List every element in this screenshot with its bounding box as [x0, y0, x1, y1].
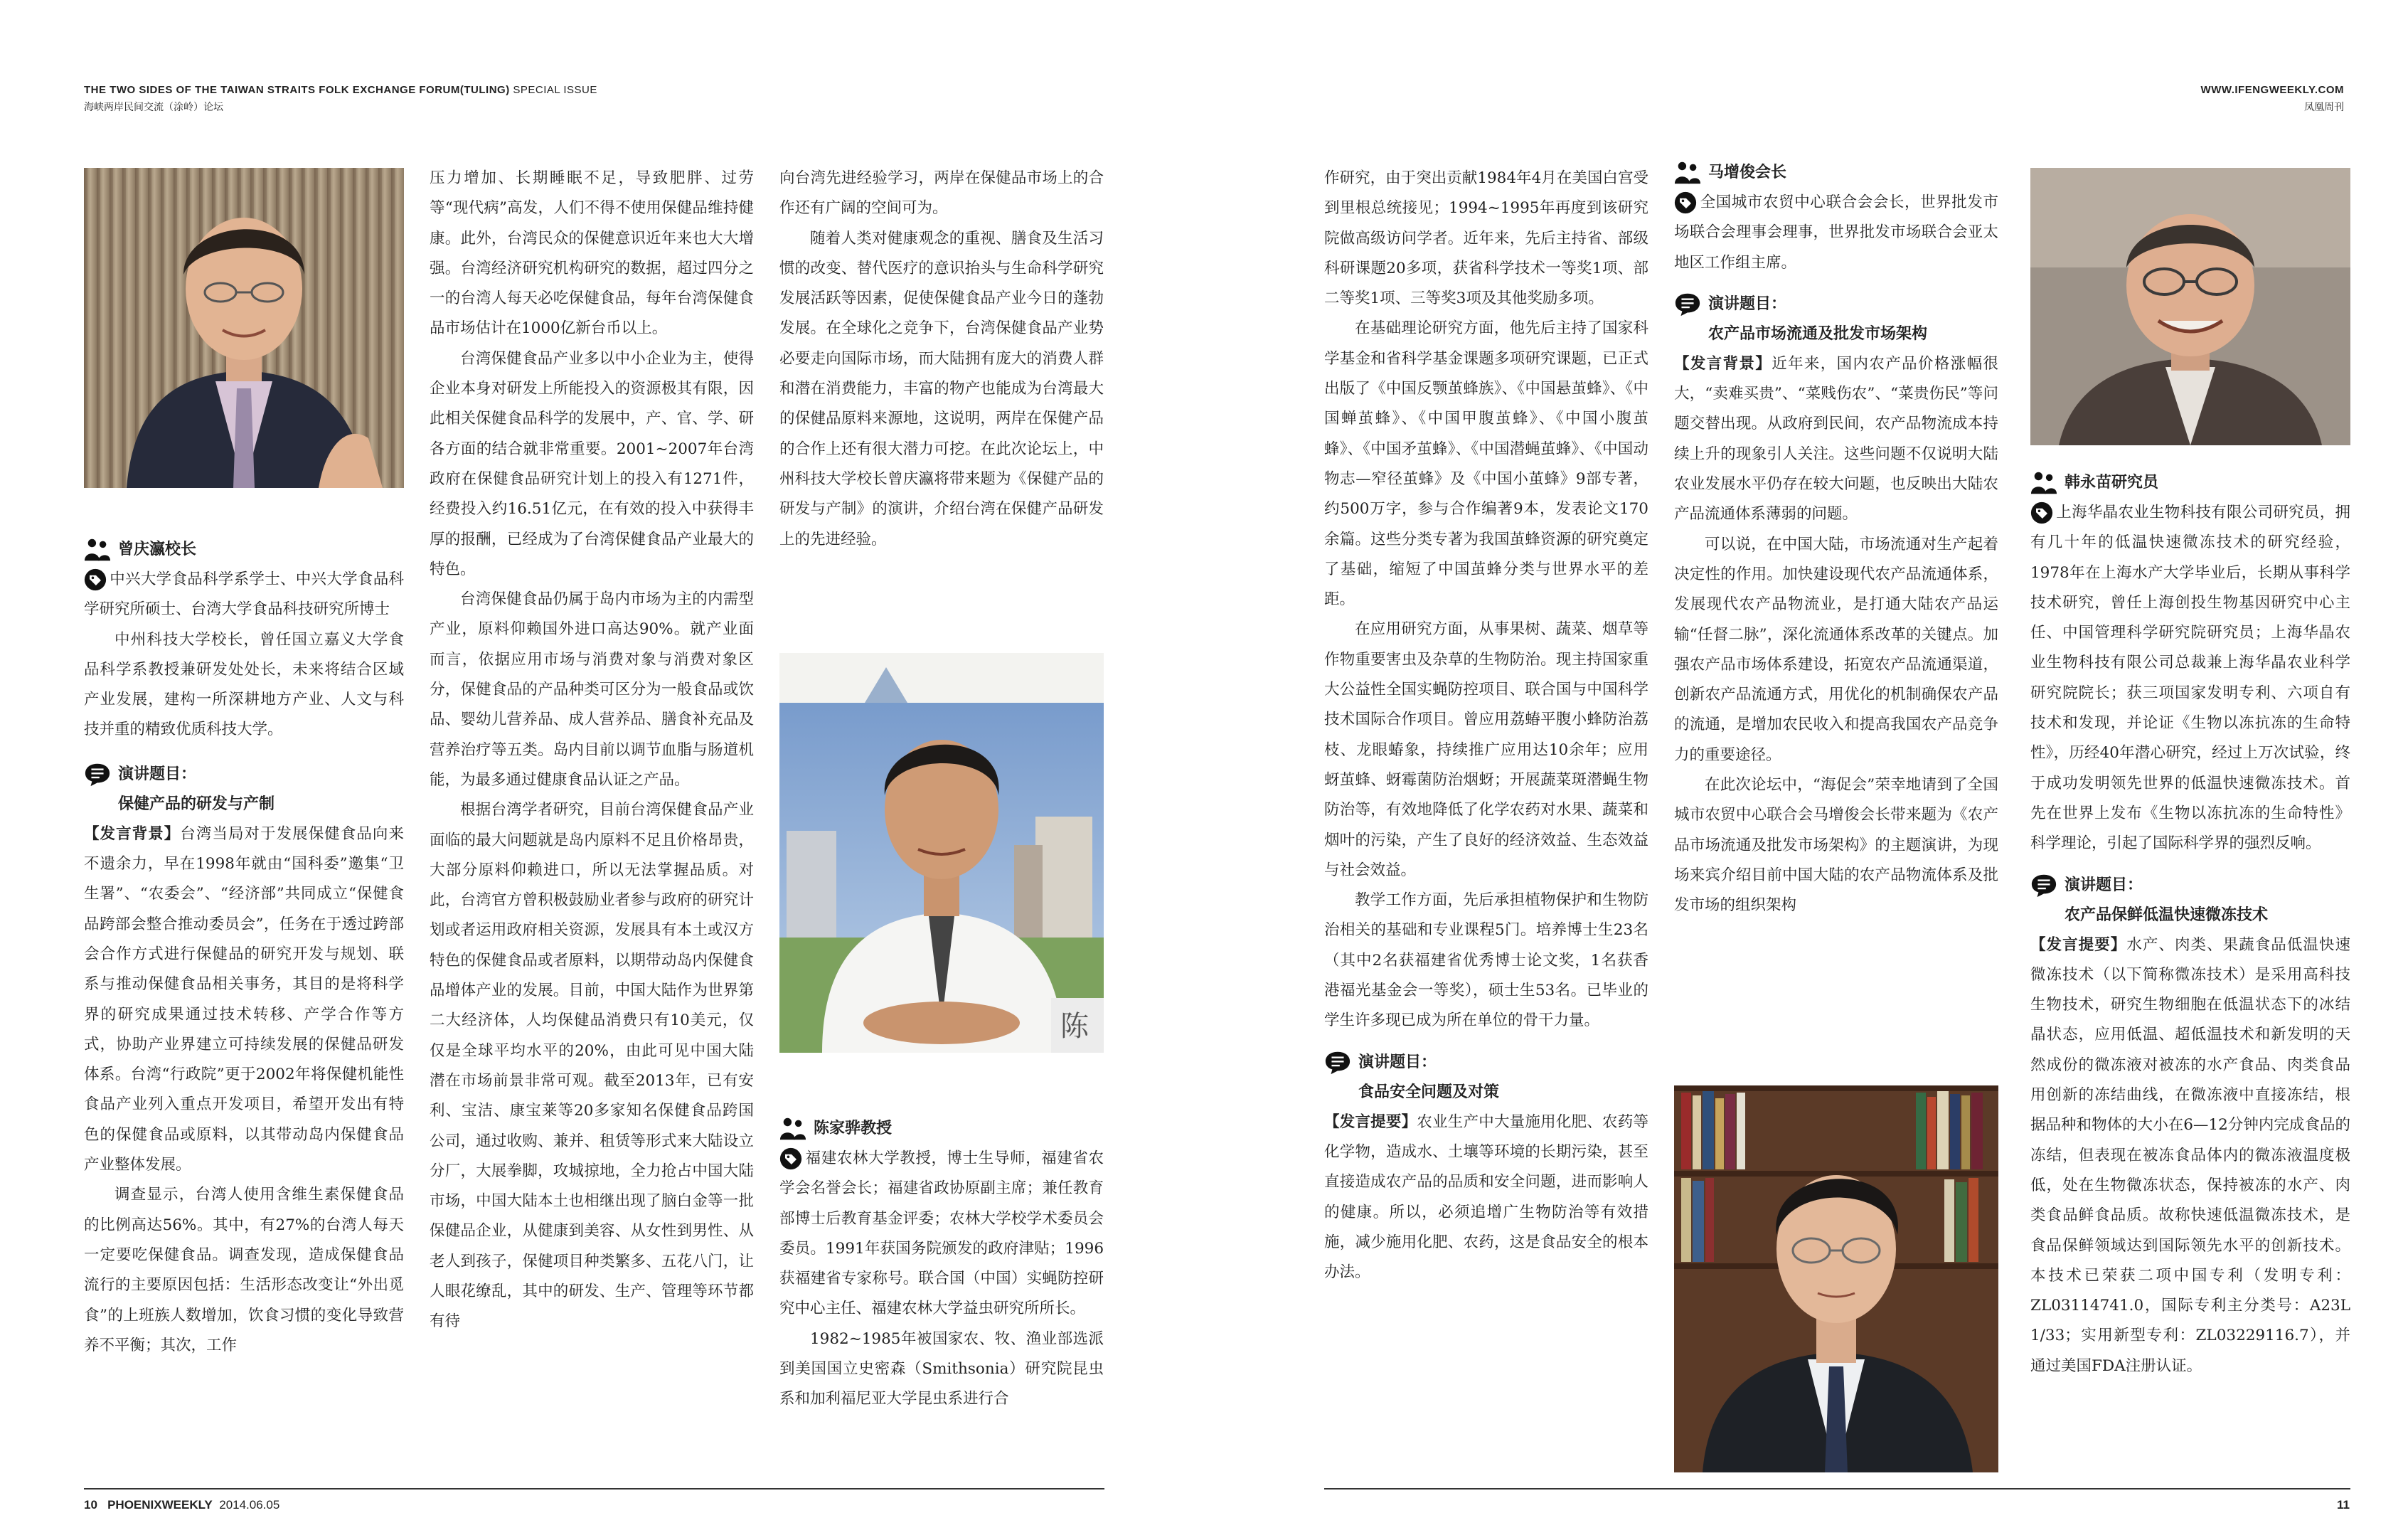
paragraph-chen-5: 教学工作方面，先后承担植物保护和生物防治相关的基础和专业课程5门。培养博士生23名（其中2名获福建省优秀博士论文奖，1名获香港福光基金会一等奖），硕士生53名。已毕业的学生许多现已成为所在单位的骨干力量。 [1324, 891, 1648, 1030]
paragraph-zeng-2: 压力增加、长期睡眠不足，导致肥胖、过劳等“现代病”高发，人们不得不使用保健品维持健康。此外，台湾民众的保健意识近年来也大大增强。台湾经济研究机构研究的数据，超过四分之一的台湾人每天必吃保健食品，每年台湾保健食品市场估计在1000亿新台币以上。 [430, 169, 754, 338]
background-han: 【发言提要】水产、肉类、果蔬食品低温快速微冻技术（以下简称微冻技术）是采用高科技生物技术，研究生物细胞在低温状态下的冰结晶状态，应用低温、超低温技术和新发明的天然成份的微冻液对被冻的水产食品、肉类食品用创新的冻结曲线，在微冻液中直接冻结，根据品种和物体的大小在6—12分钟内完成食品的冻结，但表现在被冻食品体内的微冻液温度极低，处在生物微冻状态，保持被冻的水产、肉类食品鲜食品质。故称快速低温微冻技术，是食品保鲜领域达到国际领先水平的创新技术。本技术已荣获二项中国专利（发明专利：ZL03114741.0，国际专利主分类号：A23L 1/33；实用新型专利：ZL03229116.7），并通过美国FDA注册认证。 [2030, 935, 2350, 1375]
background-ma: 【发言背景】近年来，国内农产品价格涨幅很大，“卖难买贵”、“菜贱伤农”、“菜贵伤民”等问题交替出现。从政府到民间，农产品物流成本持续上升的现象引人关注。这些问题不仅说明大陆农业发展水平仍存在较大问题，也反映出大陆农产品流通体系薄弱的问题。 [1674, 354, 1998, 524]
column-1 [84, 535, 404, 1361]
tag-icon [779, 1147, 802, 1170]
column-3-bottom [779, 1114, 1104, 1415]
speaker-bio-zeng: 中兴大学食品科学系学士、中兴大学食品科学研究所硕士、台湾大学食品科技研究所博士 [84, 565, 404, 625]
paragraph-chen-2: 作研究，由于突出贡献1984年4月在美国白宫受到里根总统接见；1994~1995年再度到该研究院做高级访问学者。近年来，先后主持省、部级科研课题20多项，获省科学技术一等奖1项、部二等奖1项、三等奖3项及其他奖励多项。 [1324, 169, 1648, 308]
page-number-left: 10 [84, 1498, 97, 1512]
talk-title-chen: 食品安全问题及对策 [1358, 1083, 1500, 1101]
speaker-bio-ma: 全国城市农贸中心联合会会长，世界批发市场联合会理事会理事，世界批发市场联合会亚太地区工作组主席。 [1674, 188, 1998, 278]
column-6 [2030, 468, 2350, 1381]
talk-label-chen: 演讲题目： [1324, 1048, 1648, 1078]
portrait-zeng [84, 168, 404, 488]
paragraph-zeng-1: 调查显示，台湾人使用含维生素保健食品的比例高达56%。其中，有27%的台湾人每天一定要吃保健食品。调查发现，造成保健食品流行的主要原因包括：生活形态改变让“外出觅食”的上班族人数增加，饮食习惯的变化导致营养不平衡；其次，工作 [84, 1186, 404, 1354]
portrait-chen [779, 653, 1104, 1053]
header-left-en: THE TWO SIDES OF THE TAIWAN STRAITS FOLK EXCHANGE FORUM(TULING) SPECIAL ISSUE [84, 84, 597, 96]
speaker-name-han: 韩永苗研究员 [2030, 468, 2350, 498]
issue-date: 2014.06.05 [219, 1498, 280, 1512]
speaker-name-zeng: 曾庆瀛校长 [84, 535, 404, 565]
person-icon [2030, 470, 2057, 496]
paragraph-zeng-4: 台湾保健食品仍属于岛内市场为主的内需型产业，原料仰赖国外进口高达90%。就产业面而言，依据应用市场与消费对象与消费对象区分，保健食品的产品种类可区分为一般食品或饮品、婴幼儿营养品、成人营养品、膳食补充品及营养治疗等五类。岛内目前以调节血脂与肠道机能，为最多通过健康食品认证之产品。 [430, 590, 754, 789]
speech-icon [1674, 292, 1701, 317]
paragraph-chen-4: 在应用研究方面，从事果树、蔬菜、烟草等作物重要害虫及杂草的生物防治。现主持国家重大公益性全国实蝇防控项目、联合国与中国科学技术国际合作项目。曾应用荔蝽平腹小蜂防治荔枝、龙眼蝽象，持续推广应用达10余年；应用蚜茧蜂、蚜霉菌防治烟蚜；开展蔬菜斑潜蝇生物防治等，有效地降低了化学农药对水果、蔬菜和烟叶的污染，产生了良好的经济效益、生态效益与社会效益。 [1324, 620, 1648, 879]
magazine-name: PHOENIXWEEKLY [107, 1498, 213, 1512]
portrait-han [2030, 168, 2350, 445]
speaker-bio-chen: 福建农林大学教授，博士生导师，福建省农学会名誉会长；福建省政协原副主席；兼任教育部博士后教育基金评委；农林大学校学术委员会委员。1991年获国务院颁发的政府津贴；1996获福建省专家称号。联合国（中国）实蝇防控研究中心主任、福建农林大学益虫研究所所长。 [779, 1144, 1104, 1324]
column-2 [430, 164, 754, 1337]
header-right-cn: 凤凰周刊 [2304, 102, 2344, 113]
tag-icon [2030, 501, 2053, 524]
talk-label-han: 演讲题目： [2030, 871, 2350, 901]
person-icon [779, 1116, 806, 1142]
person-icon [1674, 160, 1701, 186]
speaker-bio-han: 上海华晶农业生物科技有限公司研究员，拥有几十年的低温快速微冻技术的研究经验，1978年在上海水产大学毕业后，长期从事科学技术研究，曾任上海创投生物基因研究中心主任、中国管理科学研究院研究员；上海华晶农业生物科技有限公司总裁兼上海华晶农业科学研究院院长；获三项国家发明专利、六项自有技术和发现，并论证《生物以冻抗冻的生命特性》，历经40年潜心研究，经过上万次试验，终于成功发明领先世界的低温快速微冻技术。首先在世界上发布《生物以冻抗冻的生命特性》科学理论，引起了国际科学界的强烈反响。 [2030, 498, 2350, 859]
talk-title-han: 农产品保鲜低温快速微冻技术 [2065, 906, 2269, 924]
speech-icon [1324, 1050, 1351, 1076]
column-4 [1324, 164, 1648, 1287]
footer-left [84, 1498, 279, 1512]
column-3-top [779, 164, 1104, 555]
paragraph-ma-1: 可以说，在中国大陆，市场流通对生产起着决定性的作用。加快建设现代农产品流通体系，发展现代农产品物流业，是打通大陆农产品运输“任督二脉”，深化流通体系改革的关键点。加强农产品市场体系建设，拓宽农产品流通渠道，创新农产品流通方式，用优化的机制确保农产品的流通，是增加农民收入和提高我国农产品竞争力的重要途径。 [1674, 535, 1998, 764]
person-icon [84, 537, 111, 563]
speech-icon [84, 762, 111, 787]
paragraph-zeng-3: 台湾保健食品产业多以中小企业为主，使得企业本身对研发上所能投入的资源极其有限，因此相关保健食品科学的发展中，产、官、学、研各方面的结合就非常重要。2001~2007年台湾政府在保健食品研究计划上的投入有1271件，经费投入约16.51亿元，在有效的投入中获得丰厚的报酬，已经成为了台湾保健食品产业最大的特色。 [430, 349, 754, 578]
paragraph-zeng-6: 向台湾先进经验学习，两岸在保健品市场上的合作还有广阔的空间可为。 [779, 169, 1104, 218]
tag-icon [1674, 191, 1697, 214]
speaker-name-chen: 陈家骅教授 [779, 1114, 1104, 1144]
paragraph-zeng-5: 根据台湾学者研究，目前台湾保健食品产业面临的最大问题就是岛内原料不足且价格昂贵，大部分原料仰赖进口，所以无法掌握品质。对此，台湾官方曾积极鼓励业者参与政府的研究计划或者运用政府相关资源，发展具有本土或汉方特色的保健食品或者原料，以期带动岛内保健食品增体产业的发展。目前，中国大陆作为世界第二大经济体，人均保健品消费只有10美元，仅仅是全球平均水平的20%，由此可见中国大陆潜在市场前景非常可观。截至2013年，已有安利、宝洁、康宝莱等20多家知名保健食品跨国公司，通过收购、兼并、租赁等形式来大陆设立分厂，大展拳脚，攻城掠地，全力抢占中国大陆市场，中国大陆本土也相继出现了脑白金等一批保健品企业，从健康到美容、从女性到男性、从老人到孩子，保健项目种类繁多、五花八门，让人眼花缭乱，其中的研发、生产、管理等环节都有待 [430, 801, 754, 1331]
background-chen: 【发言提要】农业生产中大量施用化肥、农药等化学物，造成水、土壤等环境的长期污染，甚至直接造成农产品的品质和安全问题，进而影响人的健康。所以，必须追增广生物防治等有效措施，减少施用化肥、农药，这是食品安全的根本办法。 [1324, 1112, 1648, 1282]
paragraph-ma-2: 在此次论坛中，“海促会”荣幸地请到了全国城市农贸中心联合会马增俊会长带来题为《农产品市场流通及批发市场架构》的主题演讲，为现场来宾介绍目前中国大陆的农产品物流体系及批发市场的组织架构 [1674, 776, 1998, 915]
talk-title-zeng: 保健产品的研发与产制 [118, 795, 275, 813]
talk-label-zeng: 演讲题目： [84, 760, 404, 790]
header-right-en: WWW.IFENGWEEKLY.COM [2200, 84, 2344, 96]
portrait-ma [1674, 1085, 1998, 1472]
tag-icon [84, 568, 107, 591]
speaker-intro-zeng: 中州科技大学校长，曾任国立嘉义大学食品科学系教授兼研发处处长，未来将结合区域产业发展，建构一所深耕地方产业、人文与科技并重的精致优质科技大学。 [84, 630, 404, 739]
talk-label-ma: 演讲题目： [1674, 290, 1998, 319]
footer-rule-right [1324, 1488, 2350, 1489]
paragraph-zeng-7: 随着人类对健康观念的重视、膳食及生活习惯的改变、替代医疗的意识抬头与生命科学研究发展活跃等因素，促使保健食品产业今日的蓬勃发展。在全球化之竞争下，台湾保健食品产业势必要走向国际市场，而大陆拥有庞大的消费人群和潜在消费能力，丰富的物产也能成为台湾最大的保健品原料来源地，这说明，两岸在保健产品的合作上还有很大潜力可挖。在此次论坛上，中州科技大学校长曾庆瀛将带来题为《保健产品的研发与产制》的演讲，介绍台湾在保健产品研发上的先进经验。 [779, 229, 1104, 548]
background-zeng: 【发言背景】台湾当局对于发展保健食品向来不遗余力，早在1998年就由“国科委”邀集“卫生署”、“农委会”、“经济部”共同成立“保健食品跨部会整合推动委员会”，任务在于透过跨部会合作方式进行保健品的研究开发与规划、联系与推动保健食品相关事务，其目的是将科学界的研究成果通过技术转移、产学合作等方式，协助产业界建立可持续发展的保健品研发体系。台湾“行政院”更于2002年将保健机能性食品产业列入重点开发项目，希望开发出有特色的保健食品或原料，以其带动岛内保健食品产业整体发展。 [84, 824, 404, 1174]
speaker-name-ma: 马增俊会长 [1674, 158, 1998, 188]
paragraph-chen-3: 在基础理论研究方面，他先后主持了国家科学基金和省科学基金课题多项研究课题，已正式出版了《中国反颚茧蜂族》、《中国悬茧蜂》、《中国蝉茧蜂》、《中国甲腹茧蜂》、《中国小腹茧蜂》、《中国矛茧蜂》、《中国潜蝇茧蜂》、《中国动物志—窄径茧蜂》及《中国小茧蜂》9部专著，约500万字，参与合作编著9本，发表论文170余篇。这些分类专著为我国茧蜂资源的研究奠定了基础，缩短了中国茧蜂分类与世界水平的差距。 [1324, 319, 1648, 609]
header-left-cn: 海峡两岸民间交流（涂岭）论坛 [84, 102, 223, 113]
name-sign-char: 陈 [1060, 1010, 1089, 1043]
speech-icon [2030, 873, 2057, 898]
page-number-right: 11 [2337, 1498, 2350, 1512]
column-5 [1674, 158, 1998, 921]
footer-rule-left [84, 1488, 1104, 1489]
paragraph-chen-1: 1982~1985年被国家农、牧、渔业部选派到美国国立史密森（Smithsonia）研究院昆虫系和加利福尼亚大学昆虫系进行合 [779, 1329, 1104, 1408]
talk-title-ma: 农产品市场流通及批发市场架构 [1708, 324, 1928, 343]
